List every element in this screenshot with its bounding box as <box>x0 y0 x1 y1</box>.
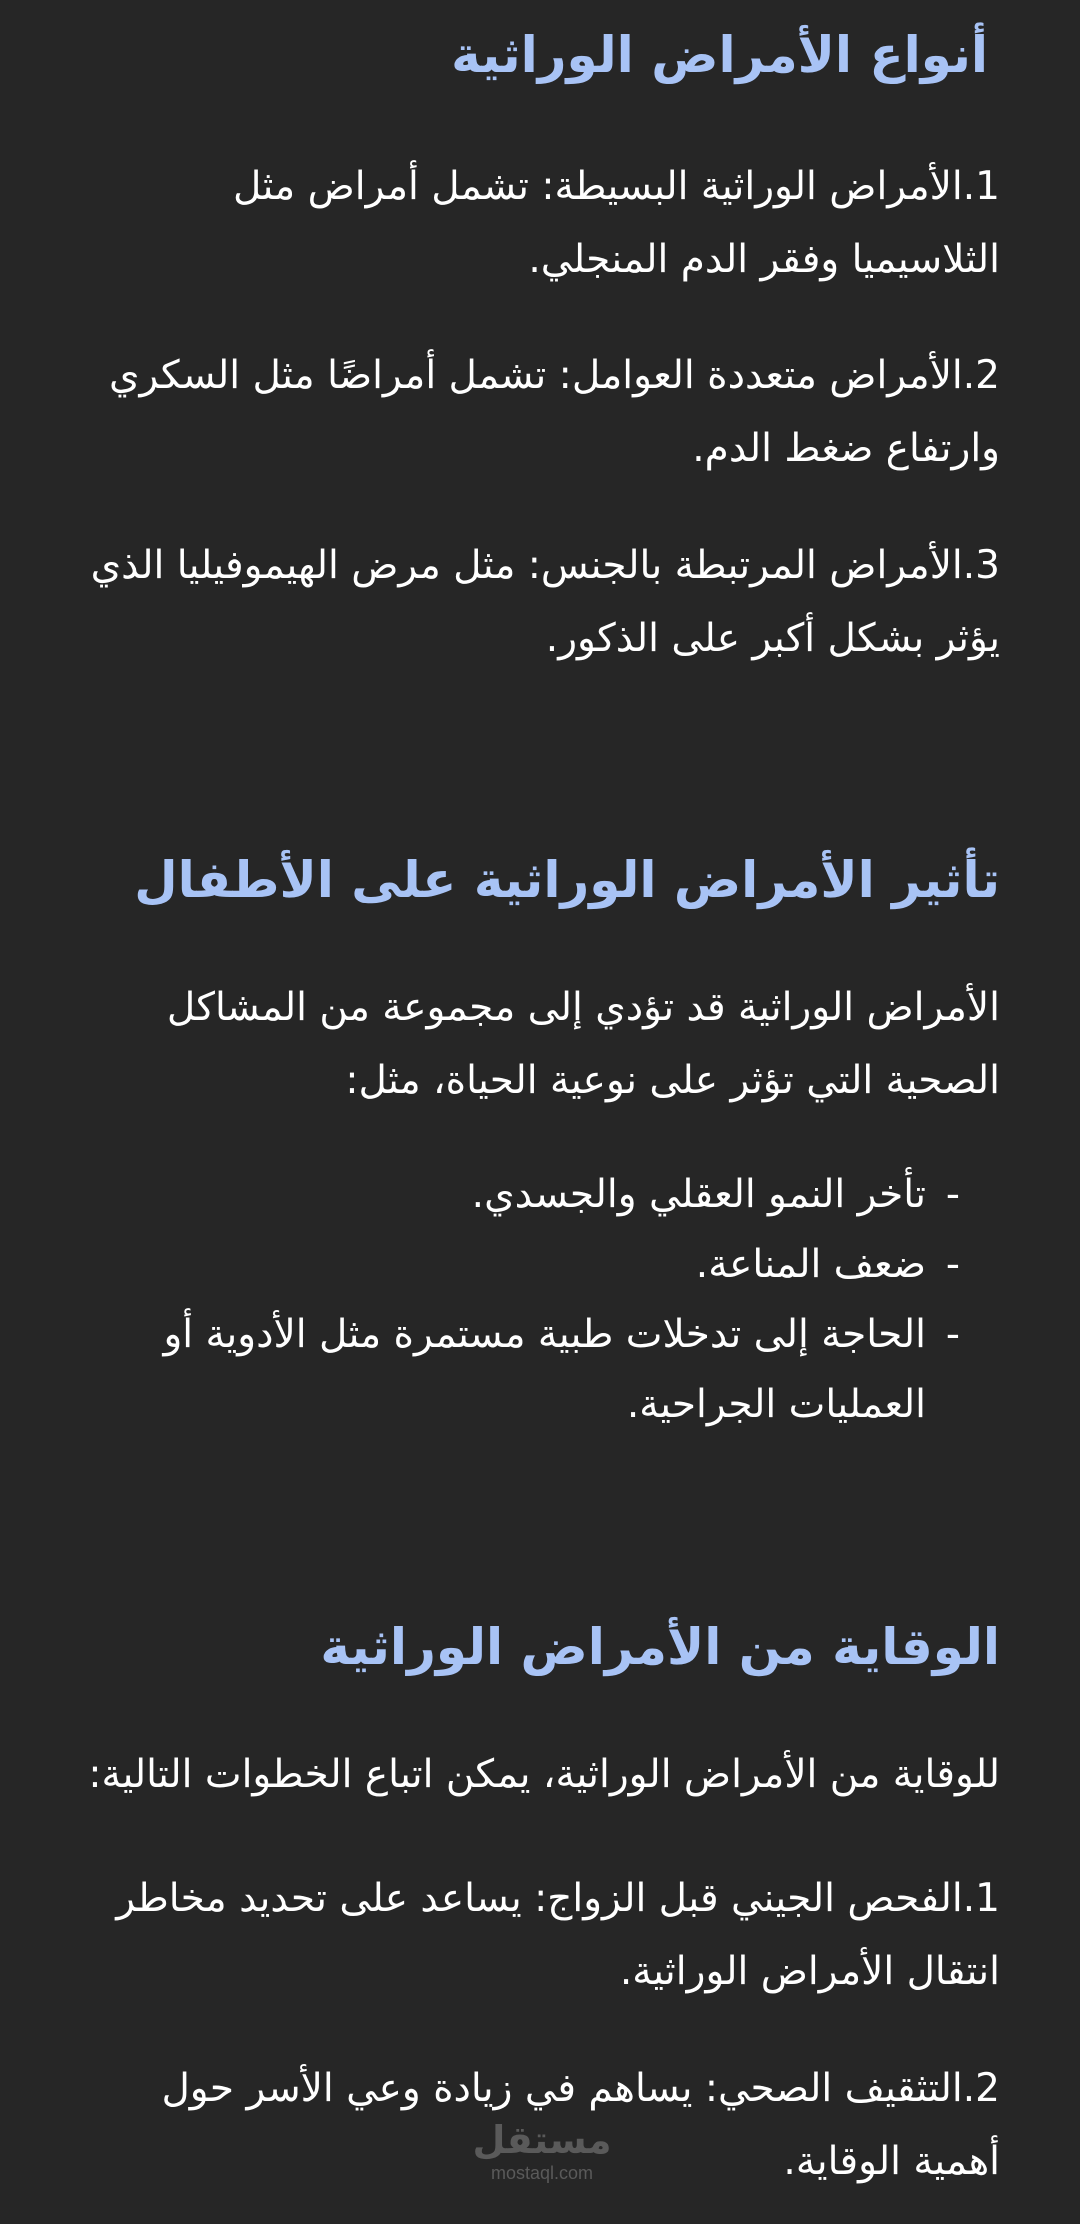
bullet-item <box>80 1160 960 1230</box>
prevention-intro-text: للوقاية من الأمراض الوراثية، يمكن اتباع الخطوات التالية: <box>88 1752 1000 1797</box>
watermark-arabic: مستقل <box>472 2118 612 2162</box>
section-heading-effects-on-children: تأثير الأمراض الوراثية على الأطفال <box>134 851 1000 909</box>
effects-bullet-list <box>80 1160 1000 1440</box>
bullet-marker: - <box>945 1242 960 1287</box>
effects-intro-text: الأمراض الوراثية قد تؤدي إلى مجموعة من المشاكل الصحية التي تؤثر على نوعية الحياة، مثل: <box>166 985 1000 1103</box>
list-item-premarital-screening: 1.الفحص الجيني قبل الزواج: يساعد على تحديد مخاطر انتقال الأمراض الوراثية. <box>116 1876 1000 1994</box>
bullet-text: تأخر النمو العقلي والجسدي. <box>471 1172 926 1217</box>
bullet-marker: - <box>945 1172 960 1217</box>
watermark-latin: mostaql.com <box>490 2163 594 2183</box>
bullet-text: ضعف المناعة. <box>695 1242 926 1287</box>
section-heading-prevention: الوقاية من الأمراض الوراثية <box>320 1618 1000 1676</box>
list-item-simple-diseases: 1.الأمراض الوراثية البسيطة: تشمل أمراض مثل الثلاسيميا وفقر الدم المنجلي. <box>233 164 1000 282</box>
bullet-text: الحاجة إلى تدخلات طبية مستمرة مثل الأدوية أو العمليات الجراحية. <box>163 1312 926 1427</box>
mostaql-watermark <box>472 2118 612 2184</box>
section-heading-types: أنواع الأمراض الوراثية <box>451 26 988 84</box>
list-item-sex-linked-diseases: 3.الأمراض المرتبطة بالجنس: مثل مرض الهيموفيليا الذي يؤثر بشكل أكبر على الذكور. <box>90 543 1000 661</box>
list-item-multifactor-diseases: 2.الأمراض متعددة العوامل: تشمل أمراضًا مثل السكري وارتفاع ضغط الدم. <box>109 353 1000 471</box>
list-item-health-education: 2.التثقيف الصحي: يساهم في زيادة وعي الأسر حول أهمية الوقاية. <box>161 2066 1000 2184</box>
bullet-item <box>80 1300 960 1440</box>
bullet-item <box>80 1230 960 1300</box>
bullet-marker: - <box>945 1312 960 1357</box>
